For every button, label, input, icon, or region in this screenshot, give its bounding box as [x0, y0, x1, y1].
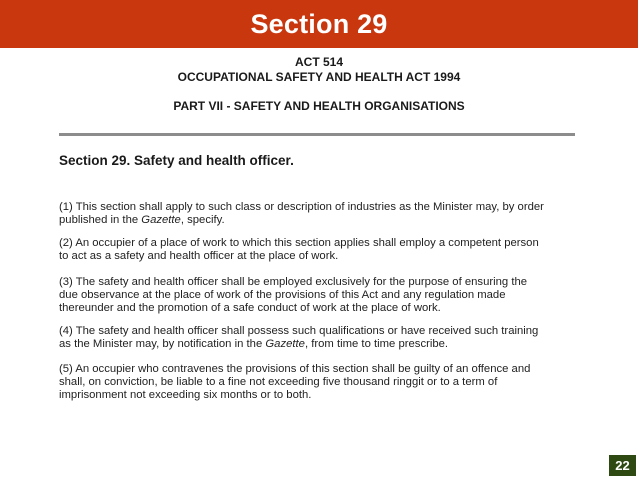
paragraph-2 [59, 237, 579, 263]
slide-title-bar [0, 0, 638, 48]
act-number: ACT 514 [294, 55, 344, 69]
paragraph-line: as the Minister may, by notification in the Gazette, from time to time prescribe. [59, 338, 449, 350]
act-title: OCCUPATIONAL SAFETY AND HEALTH ACT 1994 [177, 70, 461, 84]
paragraph-3 [59, 276, 579, 315]
page-number-badge: 22 [609, 455, 636, 476]
paragraph-line: shall, on conviction, be liable to a fine not exceeding five thousand ringgit or to a term of [59, 376, 498, 388]
horizontal-rule [59, 133, 575, 136]
gazette-italic: Gazette [265, 338, 305, 350]
paragraph-line: (1) This section shall apply to such class or description of industries as the Minister may, by order [59, 201, 544, 213]
paragraph-4 [59, 325, 579, 351]
paragraph-line: due observance at the place of work of the provisions of this Act and any regulation made [59, 289, 506, 301]
slide-title: Section 29 [250, 8, 388, 39]
part-title: PART VII - SAFETY AND HEALTH ORGANISATIONS [173, 99, 465, 113]
paragraph-line: thereunder and the promotion of a safe conduct of work at the place of work. [59, 302, 441, 314]
paragraph-line: imprisonment not exceeding six months or to both. [59, 389, 312, 401]
paragraph-line: (5) An occupier who contravenes the provisions of this section shall be guilty of an offence and [59, 363, 531, 375]
gazette-italic: Gazette [141, 214, 181, 226]
paragraph-line: (4) The safety and health officer shall possess such qualifications or have received such training [59, 325, 539, 337]
document-header [0, 55, 638, 114]
paragraph-line: (2) An occupier of a place of work to which this section applies shall employ a competent person [59, 237, 539, 249]
paragraph-line: to act as a safety and health officer at the place of work. [59, 250, 339, 262]
paragraph-line: published in the Gazette, specify. [59, 214, 225, 226]
paragraph-line: (3) The safety and health officer shall be employed exclusively for the purpose of ensuring the [59, 276, 528, 288]
paragraph-5 [59, 363, 579, 402]
section-heading: Section 29. Safety and health officer. [59, 153, 294, 168]
paragraph-1 [59, 201, 579, 227]
